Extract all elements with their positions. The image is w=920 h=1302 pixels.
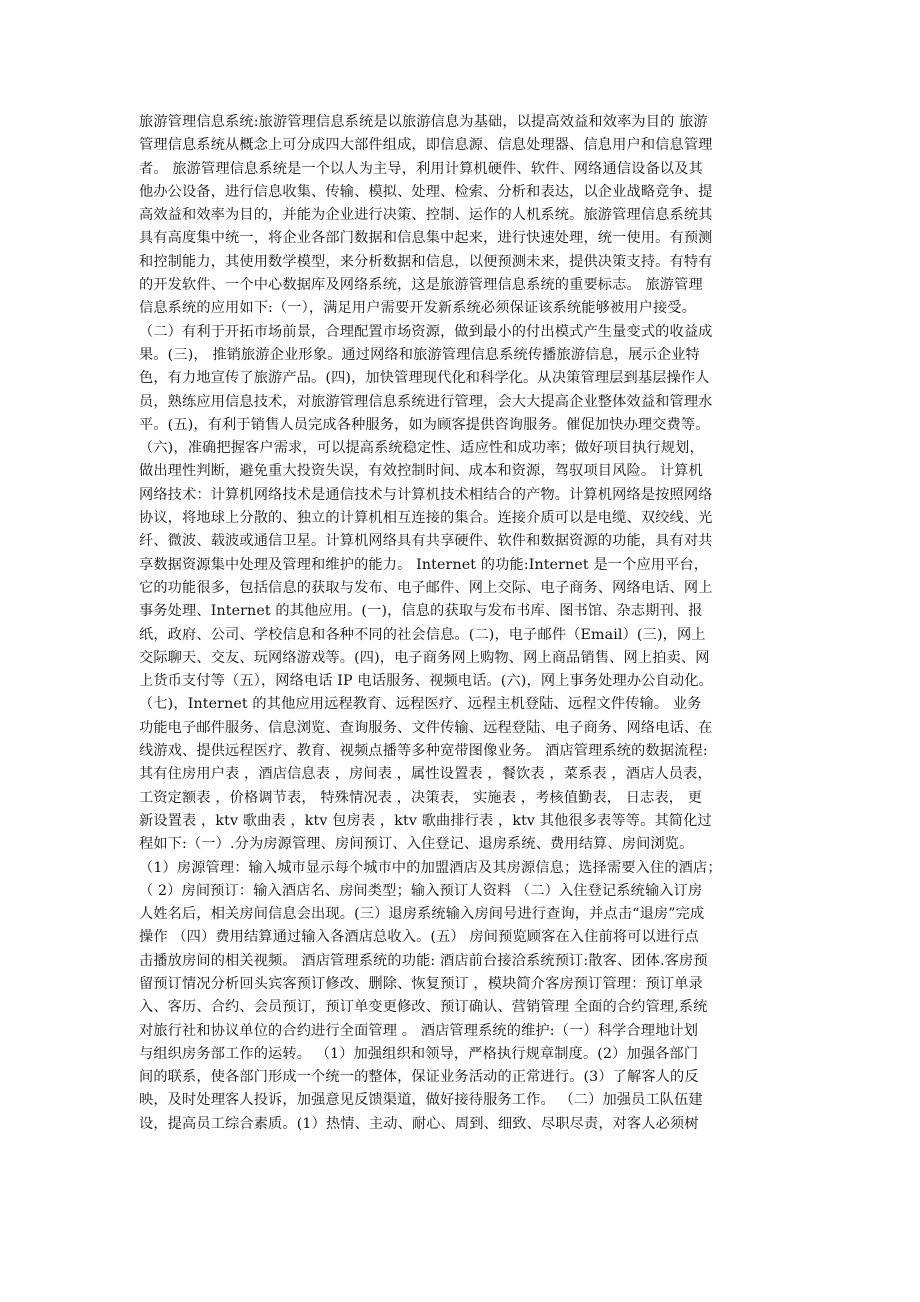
- text-line: 映，及时处理客人投诉，加强意见反馈渠道，做好接待服务工作。 （二）加强员工队伍建: [139, 1092, 703, 1109]
- text-line: 对旅行社和协议单位的合约进行全面管理 。 酒店管理系统的维护:（一）科学合理地计划: [139, 1022, 699, 1039]
- text-line: 享数据资源集中处理及管理和维护的能力。 Internet 的功能:Internet 是一个应用平台，: [139, 556, 709, 573]
- text-line: 击播放房间的相关视频。 酒店管理系统的功能: 酒店前台接洽系统预订:散客、团体.客房预: [139, 952, 708, 969]
- text-line: 其有住房用户表 ，酒店信息表 ，房间表 ，属性设置表 ，餐饮表 ，菜系表 ，酒店人员表，: [139, 766, 712, 783]
- text-line: 他办公设备，进行信息收集、传输、模拟、处理、检索、分析和表达，以企业战略竞争、提: [139, 183, 713, 200]
- body-text: [139, 111, 784, 1136]
- text-line: 者。 旅游管理信息系统是一个以人为主导，利用计算机硬件、软件、网络通信设备以及其: [139, 160, 703, 177]
- text-line: （1）房源管理：输入城市显示每个城市中的加盟酒店及其房源信息；选择需要入住的酒店；: [139, 859, 722, 876]
- text-line: 事务处理、Internet 的其他应用。(一)，信息的获取与发布书库、图书馆、杂志期刊、报: [139, 603, 703, 620]
- text-line: 人姓名后，相关房间信息会出现。(三）退房系统输入房间号进行查询，并点击“退房”完成: [139, 906, 705, 923]
- text-line: 设，提高员工综合素质。(1）热情、主动、耐心、周到、细致、尽职尽责，对客人必须树: [139, 1115, 699, 1132]
- text-line: 色，有力地宣传了旅游产品。(四)，加快管理现代化和科学化。从决策管理层到基层操作人: [139, 370, 710, 387]
- text-line: 信息系统的应用如下:（一），满足用户需要开发新系统必须保证该系统能够被用户接受。: [139, 300, 696, 317]
- text-line: 间的联系，使各部门形成一个统一的整体，保证业务活动的正常进行。(3）了解客人的反: [139, 1069, 699, 1086]
- text-line: 交际聊天、交友、玩网络游戏等。(四)，电子商务网上购物、网上商品销售、网上拍卖、网: [139, 649, 710, 666]
- text-line: 与组织房务部工作的运转。 （1）加强组织和领导，严格执行规章制度。(2）加强各部门: [139, 1045, 699, 1062]
- text-line: 的开发软件、一个中心数据库及网络系统，这是旅游管理信息系统的重要标志。 旅游管理: [139, 277, 703, 294]
- text-line: 程如下:（一）.分为房源管理、房间预订、入住登记、退房系统、费用结算、房间浏览。: [139, 836, 694, 853]
- text-line: （六)，准确把握客户需求，可以提高系统稳定性、适应性和成功率；做好项目执行规划，: [139, 440, 704, 457]
- text-line: 协议，将地球上分散的、独立的计算机相互连接的集合。连接介质可以是电缆、双绞线、光: [139, 510, 713, 527]
- text-line: （二）有利于开拓市场前景，合理配置市场资源，做到最小的付出模式产生量变式的收益成: [139, 323, 713, 340]
- text-line: 操作 （四）费用结算通过输入各酒店总收入。(五） 房间预览顾客在入住前将可以进行点: [139, 929, 699, 946]
- text-line: 具有高度集中统一，将企业各部门数据和信息集中起来，进行快速处理，统一使用。有预测: [139, 230, 713, 247]
- text-line: 纤、微波、载波或通信卫星。计算机网络具有共享硬件、软件和数据资源的功能，具有对共: [139, 533, 713, 550]
- text-line: 留预订情况分析回头宾客预订修改、删除、恢复预订 ，模块简介客房预订管理：预订单录: [139, 975, 703, 992]
- text-line: 纸，政府、公司、学校信息和各种不同的社会信息。(二)，电子邮件（Email）(三)，网上: [139, 626, 706, 643]
- text-line: （ 2）房间预订：输入酒店名、房间类型；输入预订人资料 （二）入住登记系统输入订房: [139, 882, 703, 899]
- text-line: 上货币支付等（五），网络电话 IP 电话服务、视频电话。(六)，网上事务处理办公自动化。: [139, 673, 713, 690]
- text-line: 它的功能很多，包括信息的获取与发布、电子邮件、网上交际、电子商务、网络电话、网上: [139, 579, 713, 596]
- text-line: 高效益和效率为目的，并能为企业进行决策、控制、运作的人机系统。旅游管理信息系统其: [139, 207, 713, 224]
- text-line: 新设置表 ，ktv 歌曲表 ，ktv 包房表 ，ktv 歌曲排行表 ，ktv 其他很多表等等。其简化过: [139, 812, 712, 829]
- text-line: 平。(五)，有利于销售人员完成各种服务，如为顾客提供咨询服务。催促加快办理交费等。: [139, 416, 710, 433]
- text-line: 员，熟练应用信息技术，对旅游管理信息系统进行管理，会大大提高企业整体效益和管理水: [139, 393, 713, 410]
- text-line: 入、客历、合约、会员预订，预订单变更修改、预订确认、营销管理 全面的合约管理,系统: [139, 999, 708, 1016]
- text-line: 网络技术：计算机网络技术是通信技术与计算机技术相结合的产物。计算机网络是按照网络: [139, 486, 713, 503]
- text-line: （七)，Internet 的其他应用远程教育、远程医疗、远程主机登陆、远程文件传输。 业务: [139, 696, 702, 713]
- text-line: 管理信息系统从概念上可分成四大部件组成，即信息源、信息处理器、信息用户和信息管理: [139, 137, 713, 154]
- text-line: 做出理性判断，避免重大投资失误，有效控制时间、成本和资源，驾驭项目风险。 计算机: [139, 463, 703, 480]
- text-line: 果。(三)， 推销旅游企业形象。通过网络和旅游管理信息系统传播旅游信息，展示企业特: [139, 346, 700, 363]
- text-line: 线游戏、提供远程医疗、教育、视频点播等多种宽带图像业务。 酒店管理系统的数据流程:: [139, 743, 708, 760]
- text-line: 工资定额表 ，价格调节表， 特殊情况表 ，决策表， 实施表 ，考核值勤表， 日志表， 更: [139, 789, 703, 806]
- text-line: 和控制能力，其使用数学模型，来分析数据和信息，以便预测未来，提供决策支持。有特有: [139, 253, 713, 270]
- text-line: 功能电子邮件服务、信息浏览、查询服务、文件传输、远程登陆、电子商务、网络电话、在: [139, 719, 713, 736]
- text-line: 旅游管理信息系统:旅游管理信息系统是以旅游信息为基础，以提高效益和效率为目的 旅游: [139, 114, 708, 130]
